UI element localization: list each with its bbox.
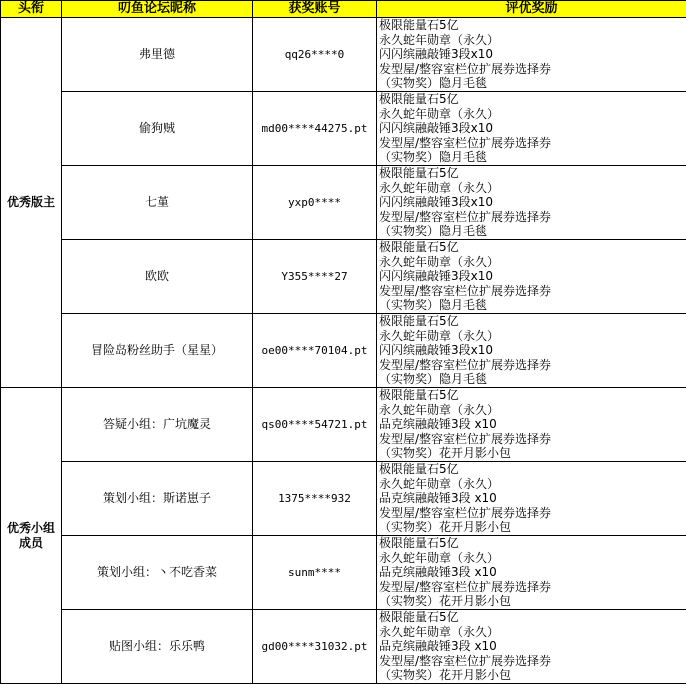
reward-line: 极限能量石5亿 xyxy=(379,166,459,180)
reward-line: 永久蛇年勋章（永久） xyxy=(379,328,500,343)
reward-line: 发型屋/整容室栏位扩展券选择券 xyxy=(379,357,552,372)
reward-line: 发型屋/整容室栏位扩展券选择券 xyxy=(379,209,552,224)
group-title-line: 成员 xyxy=(18,535,43,550)
reward-line: 发型屋/整容室栏位扩展券选择券 xyxy=(379,505,552,520)
reward-line: 极限能量石5亿 xyxy=(379,92,459,106)
nickname-cell: 欧欧 xyxy=(62,240,253,314)
reward-line: （实物奖）隐月毛毯 xyxy=(379,76,488,91)
account-cell: sunm**** xyxy=(253,536,377,610)
table-row xyxy=(1,92,686,166)
group-title xyxy=(1,18,62,388)
header-account: 获奖账号 xyxy=(253,1,377,18)
account-cell: qs00****54721.pt xyxy=(253,388,377,462)
nickname-cell: 贴图小组：乐乐鸭 xyxy=(62,610,253,684)
reward-line: 极限能量石5亿 xyxy=(379,610,459,624)
reward-line: （实物奖）隐月毛毯 xyxy=(379,372,488,387)
account-cell: 1375****932 xyxy=(253,462,377,536)
reward-line: 永久蛇年勋章（永久） xyxy=(379,550,500,565)
reward-line: （实物奖）隐月毛毯 xyxy=(379,224,488,239)
table-row xyxy=(1,166,686,240)
nickname-cell: 冒险岛粉丝助手（星星） xyxy=(62,314,253,388)
reward-line: 永久蛇年勋章（永久） xyxy=(379,180,500,195)
reward-line: 发型屋/整容室栏位扩展券选择券 xyxy=(379,283,552,298)
account-cell: qq26****0 xyxy=(253,18,377,92)
reward-line: 永久蛇年勋章（永久） xyxy=(379,624,500,639)
header-title: 头衔 xyxy=(1,1,62,18)
reward-line: 永久蛇年勋章（永久） xyxy=(379,476,500,491)
reward-cell xyxy=(377,462,686,536)
reward-line: 闪闪缤融敲锤3段x10 xyxy=(379,121,494,136)
reward-line: （实物奖）花开月影小包 xyxy=(379,446,512,461)
reward-cell xyxy=(377,18,686,92)
reward-line: （实物奖）隐月毛毯 xyxy=(379,298,488,313)
reward-cell xyxy=(377,536,686,610)
reward-line: 极限能量石5亿 xyxy=(379,388,459,402)
table-row xyxy=(1,388,686,462)
reward-cell xyxy=(377,314,686,388)
reward-line: 闪闪缤融敲锤3段x10 xyxy=(379,195,494,210)
reward-line: 闪闪缤融敲锤3段x10 xyxy=(379,343,494,358)
account-cell: md00****44275.pt xyxy=(253,92,377,166)
reward-line: 发型屋/整容室栏位扩展券选择券 xyxy=(379,431,552,446)
table-row xyxy=(1,536,686,610)
reward-line: 闪闪缤融敲锤3段x10 xyxy=(379,47,494,62)
reward-line: 极限能量石5亿 xyxy=(379,314,459,328)
group-title xyxy=(1,388,62,684)
reward-line: 永久蛇年勋章（永久） xyxy=(379,106,500,121)
reward-line: 发型屋/整容室栏位扩展券选择券 xyxy=(379,653,552,668)
reward-cell xyxy=(377,92,686,166)
table-row xyxy=(1,240,686,314)
account-cell: yxp0**** xyxy=(253,166,377,240)
reward-line: 闪闪缤融敲锤3段x10 xyxy=(379,269,494,284)
reward-line: 发型屋/整容室栏位扩展券选择券 xyxy=(379,61,552,76)
nickname-cell: 弗里德 xyxy=(62,18,253,92)
reward-cell xyxy=(377,240,686,314)
reward-line: 发型屋/整容室栏位扩展券选择券 xyxy=(379,579,552,594)
header-row xyxy=(1,1,686,18)
reward-cell xyxy=(377,388,686,462)
table-body xyxy=(1,18,686,684)
reward-line: （实物奖）花开月影小包 xyxy=(379,520,512,535)
reward-line: 永久蛇年勋章（永久） xyxy=(379,32,500,47)
reward-line: （实物奖）花开月影小包 xyxy=(379,594,512,609)
table-row xyxy=(1,610,686,684)
reward-line: 品克缤融敲锤3段 x10 xyxy=(379,639,497,654)
reward-cell xyxy=(377,610,686,684)
header-nickname: 叨鱼论坛昵称 xyxy=(62,1,253,18)
reward-line: 永久蛇年勋章（永久） xyxy=(379,254,500,269)
reward-line: （实物奖）隐月毛毯 xyxy=(379,150,488,165)
nickname-cell: 策划小组：斯诺崽子 xyxy=(62,462,253,536)
account-cell: Y355****27 xyxy=(253,240,377,314)
table-row xyxy=(1,18,686,92)
table-row xyxy=(1,462,686,536)
nickname-cell: 偷狗贼 xyxy=(62,92,253,166)
reward-line: 极限能量石5亿 xyxy=(379,240,459,254)
reward-line: 极限能量石5亿 xyxy=(379,462,459,476)
nickname-cell: 七堇 xyxy=(62,166,253,240)
account-cell: oe00****70104.pt xyxy=(253,314,377,388)
reward-cell xyxy=(377,166,686,240)
reward-line: （实物奖）花开月影小包 xyxy=(379,668,512,683)
group-title-line: 优秀版主 xyxy=(6,195,55,209)
header-reward: 评优奖励 xyxy=(377,1,686,18)
reward-line: 品克缤融敲锤3段 x10 xyxy=(379,417,497,432)
reward-line: 极限能量石5亿 xyxy=(379,536,459,550)
reward-line: 品克缤融敲锤3段 x10 xyxy=(379,491,497,506)
nickname-cell: 策划小组：丶不吃香菜 xyxy=(62,536,253,610)
reward-line: 发型屋/整容室栏位扩展券选择券 xyxy=(379,135,552,150)
nickname-cell: 答疑小组：广坑魔灵 xyxy=(62,388,253,462)
reward-line: 永久蛇年勋章（永久） xyxy=(379,402,500,417)
account-cell: gd00****31032.pt xyxy=(253,610,377,684)
table-row xyxy=(1,314,686,388)
reward-line: 极限能量石5亿 xyxy=(379,18,459,32)
reward-line: 品克缤融敲锤3段 x10 xyxy=(379,565,497,580)
group-title-line: 优秀小组 xyxy=(6,520,55,535)
